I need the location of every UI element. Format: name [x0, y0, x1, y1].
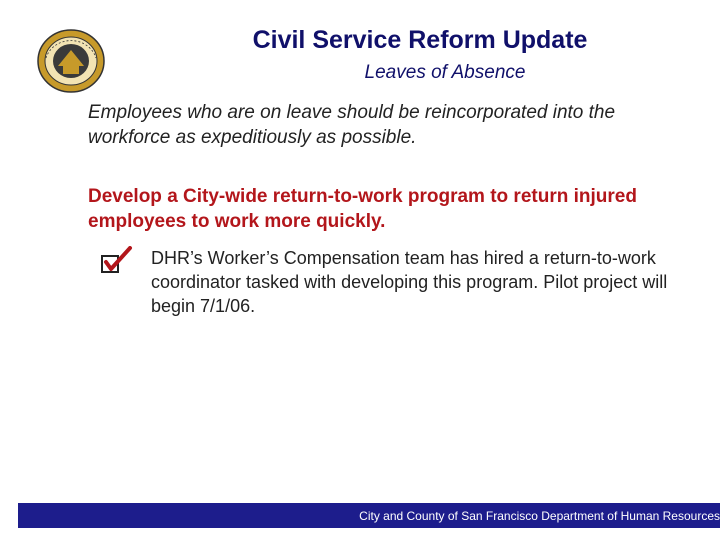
checkbox-checked-icon [100, 246, 134, 276]
city-seal-logo [36, 28, 106, 94]
footer-text: City and County of San Francisco Department of Human Resources [359, 509, 720, 523]
slide-title: Civil Service Reform Update [252, 26, 588, 54]
slide-subtitle: Leaves of Absence [364, 62, 526, 83]
bullet-text: DHR’s Worker’s Compensation team has hired a return-to-work coordinator tasked with developing this program. Pilot project will begin 7/1/06. [151, 248, 668, 316]
intro-text: Employees who are on leave should be reincorporated into the workforce as expeditiously as possible. [88, 102, 616, 148]
goal-statement: Develop a City-wide return-to-work program to return injured employees to work more quickly. [88, 186, 637, 232]
footer-bar [18, 503, 720, 528]
